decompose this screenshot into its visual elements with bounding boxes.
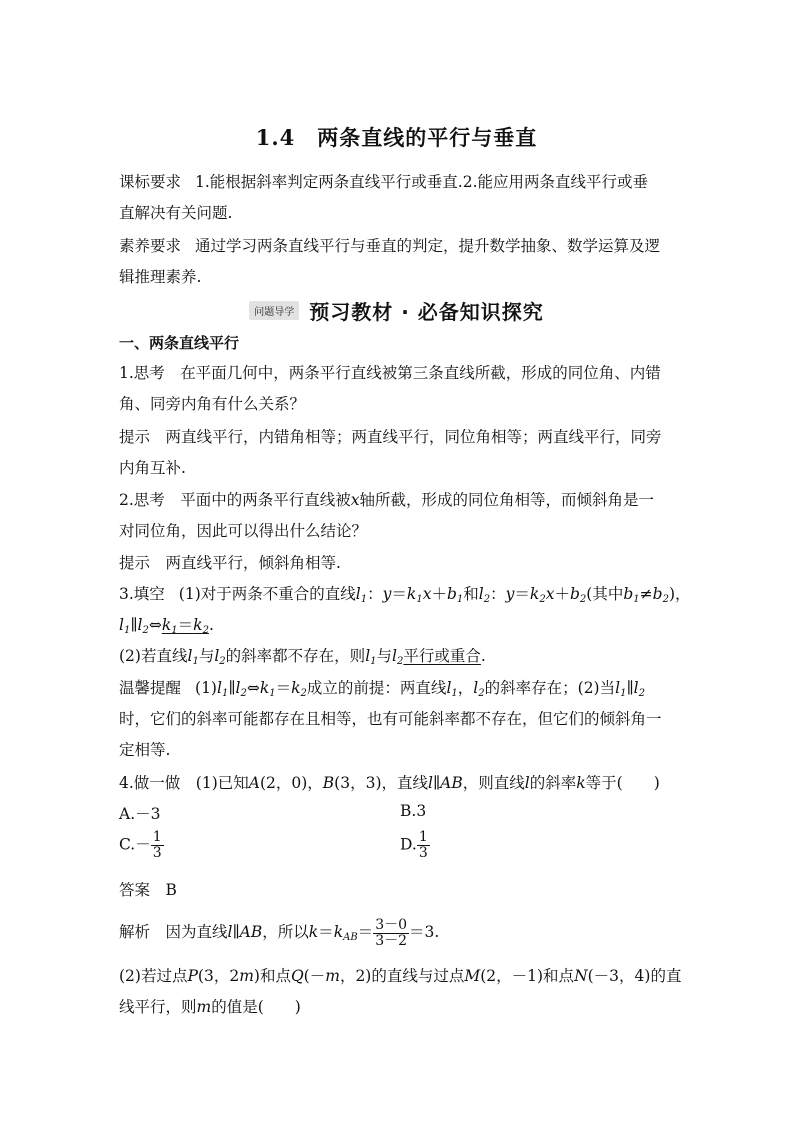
title-text: 两条直线的平行与垂直 [317,125,538,150]
solution: 解析 因为直线l∥AB，所以$k=k_{AB}=$ $\frac{3-0}{3-2}$ ＝3. [119,916,440,949]
reminder-line-1: 温馨提醒 $(1)l_1\parallel l_2\Leftrightarrow k_1=k_2$成立的前提：两直线$l_1$，$l_2$的斜率存在；(2)当$l_1\parallel l_2$ [119,679,645,699]
reminder-line-3: 定相等. [119,741,171,759]
literacy-requirement-line-1: 素养要求 通过学习两条直线平行与垂直的判定，提升数学抽象、数学运算及逻 [119,237,661,255]
curriculum-requirement-line-2: 直解决有关问题. [119,204,233,222]
section-banner [0,296,793,325]
option-c: C.－ $\frac{1}{3}$ [119,829,162,861]
option-d: D. $\frac{1}{3}$ [400,829,428,861]
hint-2: 提示 两直线平行，倾斜角相等. [119,554,341,572]
reminder-line-2: 时，它们的斜率可能都存在且相等，也有可能斜率都不存在，但它们的倾斜角一 [119,710,662,728]
question-3-line-3: (2)若直线$l_1$与$l_2$的斜率都不存在，则$l_1$与$l_2$平行或重合. [119,647,486,667]
question-4-line-1: 4.做一做 (1)已知A(2，0)，B(3，3)，直线l∥AB，则直线l的斜率k等于( ) [119,774,660,792]
option-a: A.－3 [119,805,161,823]
question-1-line-1: 1.思考 在平面几何中，两条平行直线被第三条直线所截，形成的同位角、内错 [119,364,661,382]
question-3-line-2: $l_1\parallel l_2\Leftrightarrow k_1=k_2$. [119,616,214,636]
question-4-part-2-line-2: 线平行，则m的值是( ) [119,998,301,1016]
literacy-requirement-line-2: 辑推理素养. [119,268,202,286]
option-b: B.3 [400,802,427,820]
filled-answer-2: 平行或重合 [403,647,481,665]
hint-1-line-2: 内角互补. [119,459,186,477]
hint-1-line-1: 提示 两直线平行，内错角相等；两直线平行，同位角相等；两直线平行，同旁 [119,428,662,446]
page-title [0,122,793,152]
banner-text: 预习教材 · 必备知识探究 [309,300,544,324]
banner-tag: 问题导学 [249,301,299,320]
question-2-line-2: 对同位角，因此可以得出什么结论？ [119,522,368,540]
solution-fraction: $\frac{3-0}{3-2}$ [375,916,408,949]
section-number: 1.4 [255,125,296,150]
filled-answer-1: $k_1=k_2$ [161,616,209,636]
question-1-line-2: 角、同旁内角有什么关系？ [119,395,306,413]
question-2-line-1: 2.思考 平面中的两条平行直线被x轴所截，形成的同位角相等，而倾斜角是一 [119,491,655,509]
answer: 答案 B [119,881,177,899]
question-4-part-2-line-1: (2)若过点P(3，2m)和点Q(－m，2)的直线与过点M(2，－1)和点N(－3，4)的直 [119,967,682,985]
curriculum-requirement-line-1: 课标要求 1.能根据斜率判定两条直线平行或垂直.2.能应用两条直线平行或垂 [119,173,649,191]
section-heading: 一、两条直线平行 [119,334,240,352]
question-3-line-1: 3.填空 (1)对于两条不重合的直线$l_1$：$y=k_1x+b_1$和$l_2$：$y=k_2x+b_2$(其中$b_1\ne b_2$)， [119,585,691,605]
